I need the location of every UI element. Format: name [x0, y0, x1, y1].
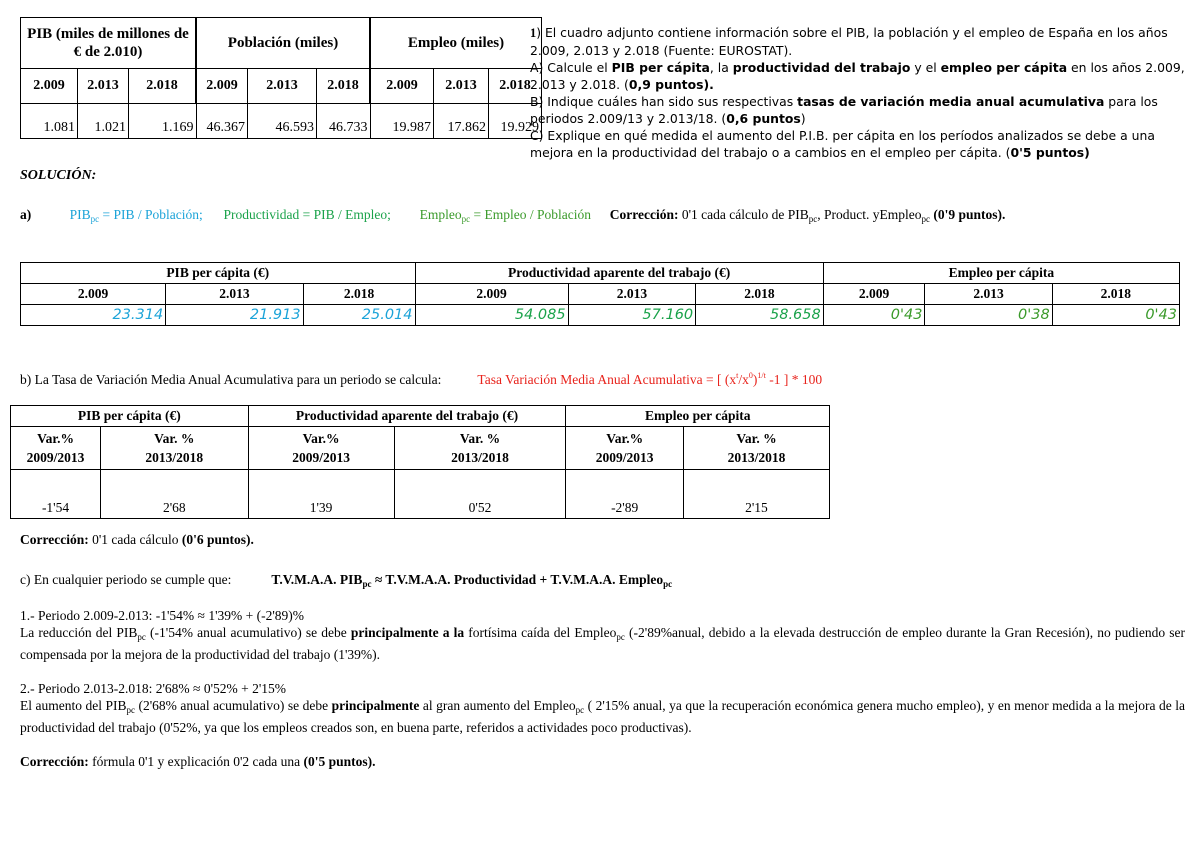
part-b-statement: B) Indique cuáles han sido sus respectivas tasas de variación media anual acumulativa para los periodos 2.009/13 y 2.013/18. (0,6 puntos)	[530, 94, 1158, 126]
year-cell: 2.009	[21, 284, 166, 305]
value-cell: 46.593	[248, 104, 317, 139]
year-cell: 2.009	[370, 69, 434, 104]
header-pib: PIB (miles de millones de € de 2.010)	[21, 18, 197, 69]
header-productividad: Productividad aparente del trabajo (€)	[415, 263, 823, 284]
period-2-heading: 2.- Periodo 2.013-2.018: 2'68% ≈ 0'52% + 2'15%	[20, 681, 287, 696]
period-header: Var.% 2009/2013	[11, 427, 101, 470]
value-cell: 46.367	[196, 104, 248, 139]
value-cell: 0'43	[823, 305, 925, 326]
year-cell: 2.018	[489, 69, 542, 104]
part-c-statement: C) Explique en qué medida el aumento del P.I.B. per cápita en los períodos analizados se debe a una mejora en la productividad del trabajo o a cambios en el empleo per cápita. (0'5 puntos)	[530, 128, 1155, 160]
formula-pib-pc: $PIB_{pc}$ = PIB / Población;	[69, 207, 203, 224]
period-header: Var. % 2013/2018	[394, 427, 566, 470]
value-cell: 1'39	[248, 470, 394, 519]
formula-productividad: Productividad = PIB / Empleo;	[223, 207, 391, 222]
period-1-explanation	[20, 607, 1185, 663]
period-2-text: El aumento del $PIB_{pc}$ (2'68% anual acumulativo) se debe principalmente al gran aumento del Empleo$_{pc}$ ( 2'15% anual, ya que la recuperación económica genera mucho empleo), y en menor medida a la mejora de la productividad del trabajo (0'52%, ya que los empleos creados son, en buena parte, referidos a actividades poco productivas).	[20, 698, 1186, 735]
value-cell: 23.314	[21, 305, 166, 326]
year-cell: 2.018	[317, 69, 371, 104]
period-2-explanation	[20, 680, 1185, 736]
part-a-statement: A) Calcule el PIB per cápita, la productividad del trabajo y el empleo per cápita en los años 2.009, 2.013 y 2.018. (0,9 puntos).	[530, 60, 1185, 92]
year-cell: 2.009	[21, 69, 78, 104]
value-cell: 21.913	[166, 305, 303, 326]
period-1-heading: 1.- Periodo 2.009-2.013: -1'54% ≈ 1'39% + (-2'89)%	[20, 608, 305, 623]
year-cell: 2.013	[248, 69, 317, 104]
solution-heading: SOLUCIÓN:	[20, 168, 97, 183]
input-data-table	[20, 17, 542, 139]
part-a-formulas: a) $PIB_{pc}$ = PIB / Población; Productividad = PIB / Empleo; Empleo$_{pc}$ = Empleo / Población Corrección: 0'1 cada cálculo de $PIB_{pc}$, Product. yEmpleo$_{pc}$ (0'9 puntos).	[20, 207, 1006, 224]
growth-rates-table	[10, 405, 830, 519]
formula-empleo-pc: Empleo$_{pc}$ = Empleo / Población	[419, 207, 591, 224]
value-cell: 0'38	[925, 305, 1052, 326]
header-pib-pc: PIB per cápita (€)	[21, 263, 416, 284]
value-cell: 19.929	[489, 104, 542, 139]
value-cell: 25.014	[303, 305, 415, 326]
header-empleo: Empleo (miles)	[370, 18, 542, 69]
year-cell: 2.013	[78, 69, 129, 104]
period-header: Var.% 2009/2013	[248, 427, 394, 470]
value-cell: 1.021	[78, 104, 129, 139]
year-cell: 2.009	[415, 284, 568, 305]
value-cell: 57.160	[568, 305, 696, 326]
period-1-text: La reducción del $PIB_{pc}$ (-1'54% anual acumulativo) se debe principalmente a la fortísima caída del Empleo$_{pc}$ (-2'89%anual, debido a la elevada destrucción de empleo durante la Gran Recesión), no pudiendo ser compensada por la mejora de la productividad del trabajo (1'39%).	[20, 625, 1186, 662]
value-cell: 19.987	[370, 104, 434, 139]
question-statement	[530, 24, 1190, 161]
value-cell: -2'89	[566, 470, 683, 519]
header-productividad: Productividad aparente del trabajo (€)	[248, 406, 566, 427]
period-header: Var. % 2013/2018	[101, 427, 249, 470]
period-header: Var.% 2009/2013	[566, 427, 683, 470]
year-cell: 2.018	[129, 69, 197, 104]
year-cell: 2.013	[434, 69, 489, 104]
value-cell: 17.862	[434, 104, 489, 139]
value-cell: 2'15	[683, 470, 829, 519]
value-cell: 54.085	[415, 305, 568, 326]
period-header: Var. % 2013/2018	[683, 427, 829, 470]
year-cell: 2.013	[568, 284, 696, 305]
value-cell: 2'68	[101, 470, 249, 519]
header-pib-pc: PIB per cápita (€)	[11, 406, 249, 427]
correction-b: Corrección: 0'1 cada cálculo (0'6 puntos).	[20, 532, 254, 547]
year-cell: 2.009	[823, 284, 925, 305]
part-c-identity: c) En cualquier periodo se cumple que: T.V.M.A.A. $PIB_{pc} \approx T.V.M.A.A$. Productividad + T.V.M.A.A. Empleo$_{pc}$	[20, 572, 673, 589]
year-cell: 2.013	[925, 284, 1052, 305]
header-poblacion: Población (miles)	[196, 18, 370, 69]
value-cell: 46.733	[317, 104, 371, 139]
value-cell: 0'43	[1052, 305, 1179, 326]
correction-c: Corrección: fórmula 0'1 y explicación 0'2 cada una (0'5 puntos).	[20, 754, 376, 769]
year-cell: 2.018	[696, 284, 824, 305]
value-cell: 1.169	[129, 104, 197, 139]
part-b-formula-line: b) La Tasa de Variación Media Anual Acumulativa para un periodo se calcula: Tasa Variación Media Anual Acumulativa = [ $(x^t/x^0)^{1/t}$ -1 ] * 100	[20, 371, 823, 387]
value-cell: 1.081	[21, 104, 78, 139]
results-per-capita-table	[20, 262, 1180, 326]
tvmaa-formula: Tasa Variación Media Anual Acumulativa = [ $(x^t/x^0)^{1/t}$ -1 ] * 100	[477, 371, 823, 387]
header-empleo-pc: Empleo per cápita	[566, 406, 830, 427]
value-cell: 0'52	[394, 470, 566, 519]
header-empleo-pc: Empleo per cápita	[823, 263, 1179, 284]
value-cell: 58.658	[696, 305, 824, 326]
correction-a: Corrección: 0'1 cada cálculo de $PIB_{pc}$, Product. yEmpleo$_{pc}$ (0'9 puntos).	[609, 207, 1006, 224]
year-cell: 2.018	[1052, 284, 1179, 305]
year-cell: 2.013	[166, 284, 303, 305]
intro-paragraph: 1) El cuadro adjunto contiene información sobre el PIB, la población y el empleo de España en los años 2.009, 2.013 y 2.018 (Fuente: EUROSTAT).	[530, 25, 1168, 58]
value-cell: -1'54	[11, 470, 101, 519]
year-cell: 2.009	[196, 69, 248, 104]
year-cell: 2.018	[303, 284, 415, 305]
